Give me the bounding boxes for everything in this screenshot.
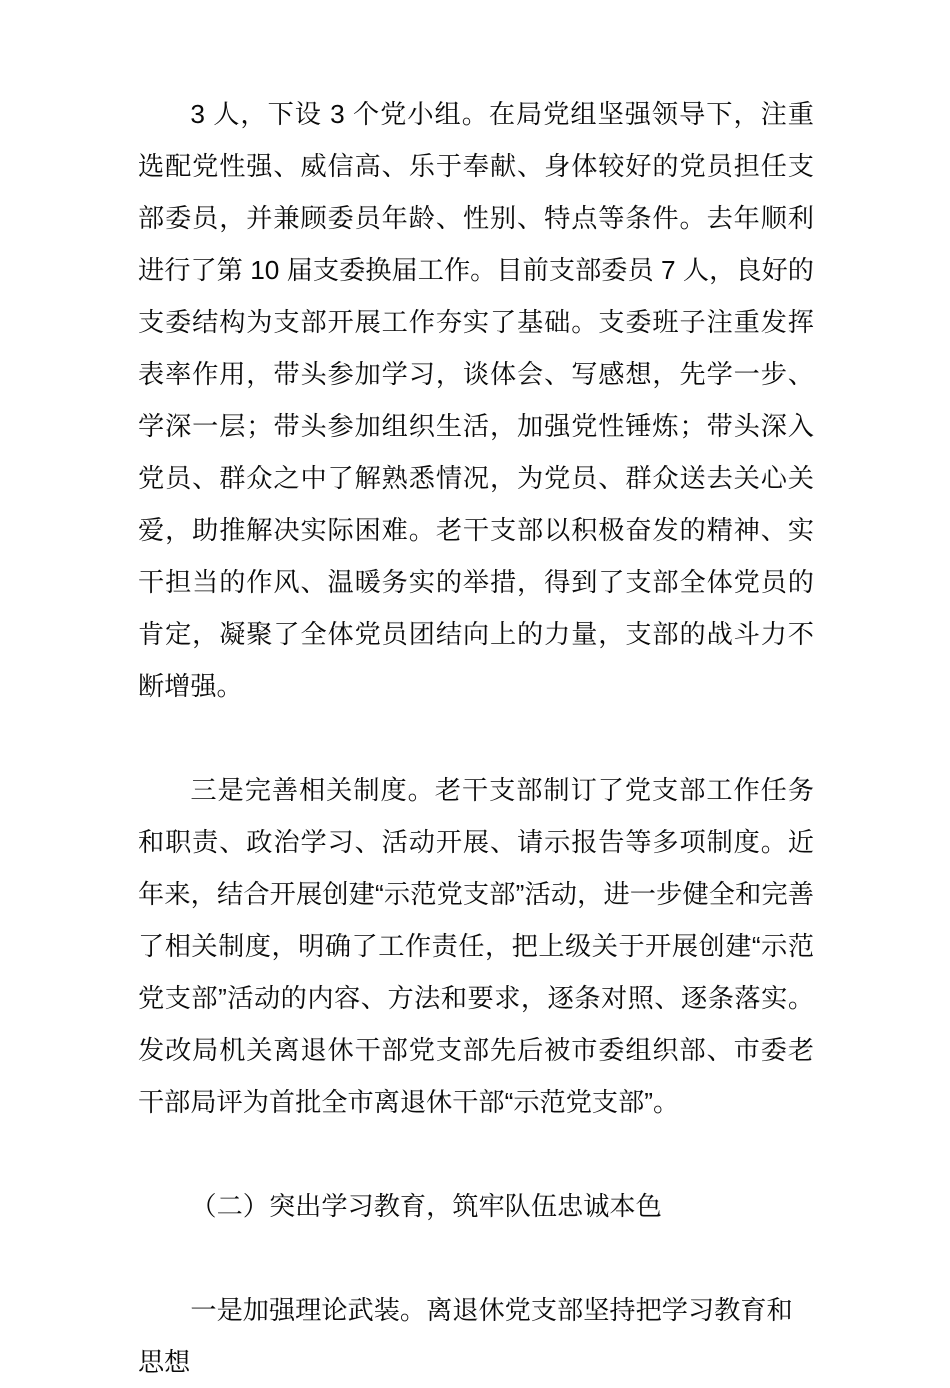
paragraph-institutional-improvement: 三是完善相关制度。老干支部制订了党支部工作任务和职责、政治学习、活动开展、请示报告等多项制度。近年来，结合开展创建“示范党支部”活动，进一步健全和完善了相关制度，明确了工作责任，把上级关于开展创建“示范党支部”活动的内容、方法和要求，逐条对照、逐条落实。发改局机关离退休干部党支部先后被市委组织部、市委老干部局评为首批全市离退休干部“示范党支部”。 — [138, 775, 814, 1117]
section-heading-two: （二）突出学习教育，筑牢队伍忠诚本色 — [190, 1191, 662, 1221]
paragraph-continuation: 3 人，下设 3 个党小组。在局党组坚强领导下，注重选配党性强、威信高、乐于奉献、身体较好的党员担任支部委员，并兼顾委员年龄、性别、特点等条件。去年顺利进行了第 10 届支委换届工作。目前支部委员 7 人，良好的支委结构为支部开展工作夯实了基础。支委班子注重发挥表率作用，带头参加学习，谈体会、写感想，先学一步、学深一层；带头参加组织生活，加强党性锤炼；带头深入党员、群众之中了解熟悉情况，为党员、群众送去关心关爱，助推解决实际困难。老干支部以积极奋发的精神、实干担当的作风、温暖务实的举措，得到了支部全体党员的肯定，凝聚了全体党员团结向上的力量，支部的战斗力不断增强。 — [138, 99, 814, 701]
paragraph-theoretical-armament: 一是加强理论武装。离退休党支部坚持把学习教育和思想 — [138, 1295, 793, 1377]
document-text-column — [138, 88, 814, 1388]
